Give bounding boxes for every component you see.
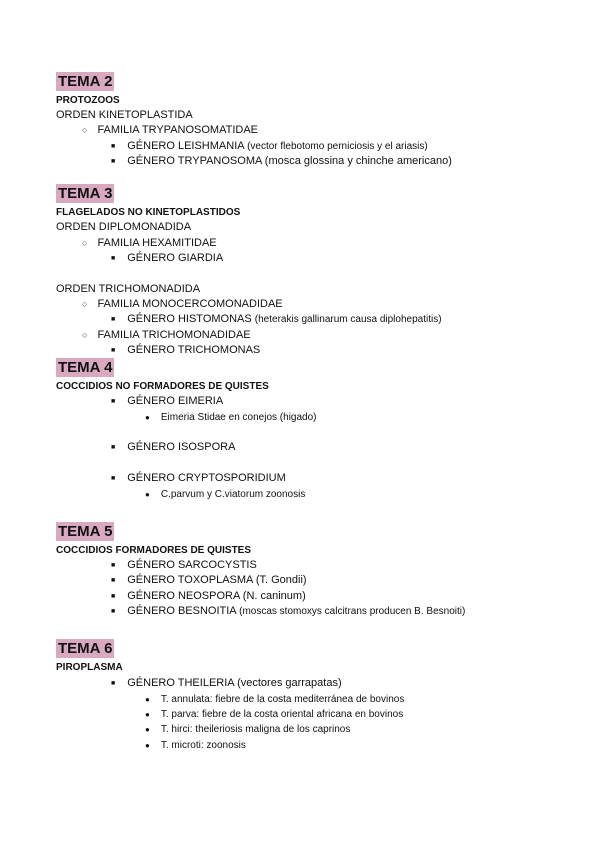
familia-label: FAMILIA MONOCERCOMONADIDAE <box>97 298 283 310</box>
square-bullet-icon: ■ <box>111 680 116 687</box>
genero-label: GÉNERO SARCOCYSTIS <box>127 559 257 571</box>
dot-bullet-icon: ● <box>145 710 150 719</box>
genero-line <box>111 343 260 359</box>
species-label: T. parva: fiebre de la costa oriental africana en bovinos <box>160 709 404 720</box>
genero-label: GÉNERO HISTOMONAS <box>127 313 252 325</box>
genero-line <box>111 573 307 589</box>
genero-line <box>111 558 257 574</box>
species-line <box>145 692 404 707</box>
section-heading: COCCIDIOS FORMADORES DE QUISTES <box>56 545 252 556</box>
genero-line <box>111 589 306 605</box>
orden-line: ORDEN TRICHOMONADIDA <box>56 283 201 295</box>
square-bullet-icon: ■ <box>111 255 116 262</box>
tema-title: TEMA 5 <box>58 523 113 540</box>
genero-note: (T. Gondii) <box>255 574 307 586</box>
genero-label: GÉNERO THEILERIA <box>127 677 235 689</box>
square-bullet-icon: ■ <box>111 143 116 150</box>
square-bullet-icon: ■ <box>111 158 116 165</box>
species-label: C.parvum y C.viatorum zoonosis <box>160 489 306 500</box>
genero-label: GÉNERO TOXOPLASMA <box>127 574 253 586</box>
square-bullet-icon: ■ <box>111 347 116 354</box>
genero-line <box>111 604 465 620</box>
familia-label: FAMILIA TRYPANOSOMATIDAE <box>97 124 258 136</box>
genero-line <box>111 251 223 267</box>
species-label: T. annulata: fiebre de la costa mediterránea de bovinos <box>160 694 405 705</box>
genero-label: GÉNERO ISOSPORA <box>127 441 236 453</box>
square-bullet-icon: ■ <box>111 475 116 482</box>
circle-bullet-icon: ○ <box>82 299 88 309</box>
species-label: T. hirci: theileriosis maligna de los caprinos <box>160 724 351 735</box>
tema-title: TEMA 3 <box>58 185 113 202</box>
square-bullet-icon: ■ <box>111 608 116 615</box>
familia-line <box>82 297 283 311</box>
genero-line <box>111 312 442 328</box>
genero-note: (N. caninum) <box>242 590 306 602</box>
circle-bullet-icon: ○ <box>82 330 88 340</box>
square-bullet-icon: ■ <box>111 577 116 584</box>
dot-bullet-icon: ● <box>145 695 150 704</box>
section-heading: FLAGELADOS NO KINETOPLASTIDOS <box>56 207 241 218</box>
dot-bullet-icon: ● <box>145 490 150 499</box>
genero-note: (mosca glossina y chinche americano) <box>264 155 452 167</box>
familia-line <box>82 328 251 342</box>
genero-line <box>111 471 286 487</box>
genero-label: GÉNERO CRYPTOSPORIDIUM <box>127 472 286 484</box>
species-line <box>145 707 403 722</box>
genero-label: GÉNERO NEOSPORA <box>127 590 240 602</box>
square-bullet-icon: ■ <box>111 398 116 405</box>
genero-line <box>111 440 235 456</box>
familia-label: FAMILIA TRICHOMONADIDAE <box>97 329 251 341</box>
section-heading: PROTOZOOS <box>56 95 120 106</box>
familia-line <box>82 123 258 137</box>
orden-line: ORDEN DIPLOMONADIDA <box>56 221 192 233</box>
genero-label: GÉNERO TRICHOMONAS <box>127 344 261 356</box>
genero-line <box>111 394 223 410</box>
genero-label: GÉNERO TRYPANOSOMA <box>127 155 262 167</box>
familia-label: FAMILIA HEXAMITIDAE <box>97 237 217 249</box>
genero-line <box>111 676 342 692</box>
species-label: T. microti: zoonosis <box>160 740 246 751</box>
tema-title: TEMA 4 <box>58 359 113 376</box>
genero-label: GÉNERO BESNOITIA <box>127 605 237 617</box>
genero-note: (heterakis gallinarum causa diplohepatitis) <box>254 314 442 325</box>
species-line <box>145 738 246 753</box>
section-heading: COCCIDIOS NO FORMADORES DE QUISTES <box>56 381 269 392</box>
dot-bullet-icon: ● <box>145 741 150 750</box>
circle-bullet-icon: ○ <box>82 125 88 135</box>
genero-label: GÉNERO LEISHMANIA <box>127 140 244 152</box>
genero-line <box>111 139 428 155</box>
section-heading: PIROPLASMA <box>56 662 123 673</box>
genero-note: (vector flebotomo perniciosis y el ariasis) <box>247 141 428 152</box>
square-bullet-icon: ■ <box>111 562 116 569</box>
species-line <box>145 722 350 737</box>
genero-note: (vectores garrapatas) <box>237 677 342 689</box>
dot-bullet-icon: ● <box>145 413 150 422</box>
tema-title: TEMA 6 <box>58 640 113 657</box>
species-line <box>145 410 317 425</box>
orden-line: ORDEN KINETOPLASTIDA <box>56 109 193 121</box>
square-bullet-icon: ■ <box>111 593 116 600</box>
species-label: Eimeria Stidae en conejos (higado) <box>160 412 317 423</box>
species-line <box>145 487 305 502</box>
genero-label: GÉNERO EIMERIA <box>127 395 224 407</box>
tema-title: TEMA 2 <box>58 73 113 90</box>
square-bullet-icon: ■ <box>111 316 116 323</box>
genero-label: GÉNERO GIARDIA <box>127 252 224 264</box>
square-bullet-icon: ■ <box>111 444 116 451</box>
familia-line <box>82 236 217 250</box>
circle-bullet-icon: ○ <box>82 238 88 248</box>
dot-bullet-icon: ● <box>145 725 150 734</box>
genero-note: (moscas stomoxys calcitrans producen B. Besnoiti) <box>239 606 466 617</box>
genero-line <box>111 154 452 170</box>
